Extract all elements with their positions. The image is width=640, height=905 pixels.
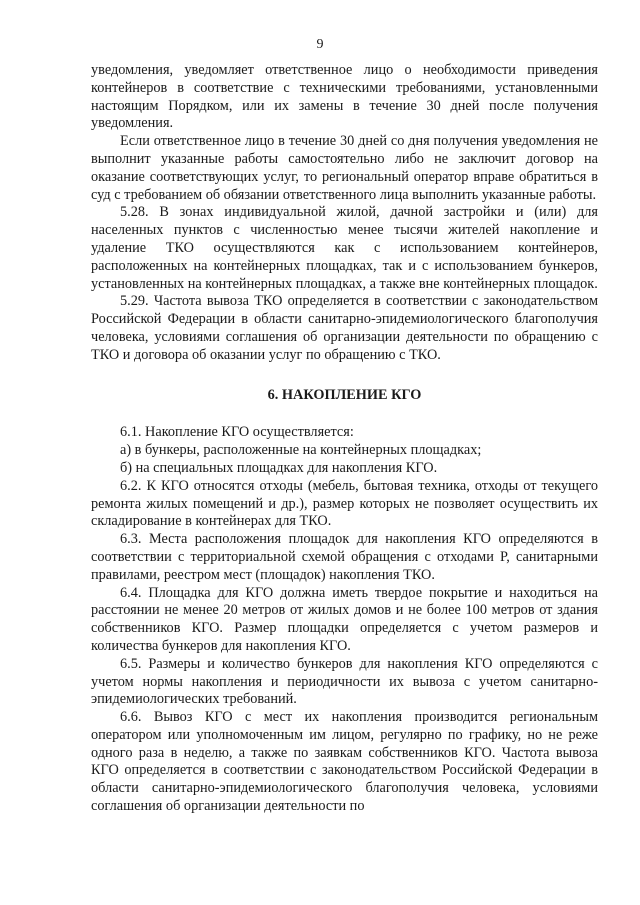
page-number: 9 [316,37,324,52]
paragraph-5-29: 5.29. Частота вывоза ТКО определяется в соответствии с законодательством Российской Федерации в области санитарно-эпидемиологического благополучия человека, условиями соглашения об организации деятельности по обращению с ТКО и договора об оказании услуг по обращению с ТКО. [91,293,598,363]
paragraph-continuation: уведомления, уведомляет ответственное лицо о необходимости приведения контейнеров в соответствие с техническими требованиями, установленными настоящим Порядком, или их замены в течение 30 дней после получения уведомления. [91,62,598,132]
list-item-b: б) на специальных площадках для накопления КГО. [120,459,438,476]
paragraph-6-3: 6.3. Места расположения площадок для накопления КГО определяются в соответствии с территориальной схемой обращения с отходами Р, санитарными правилами, реестром мест (площадок) накопления ТКО. [91,531,598,583]
list-item-a: а) в бункеры, расположенные на контейнерных площадках; [120,442,482,459]
paragraph-6-4: 6.4. Площадка для КГО должна иметь твердое покрытие и находиться на расстоянии не менее 20 метров от жилых домов и не более 100 метров от здания собственников КГО. Размер площадки определяется с учетом размеров и количества бункеров для накопления КГО. [91,584,598,654]
paragraph-5-28: 5.28. В зонах индивидуальной жилой, дачной застройки и (или) для населенных пунктов с численностью менее тысячи жителей накопление и удаление ТКО осуществляются как с использованием контейнеров, расположенных на контейнерных площадках, так и с использованием бункеров, установленных на контейнерных площадках, а также вне контейнерных площадок. [91,204,598,292]
paragraph-6-1: 6.1. Накопление КГО осуществляется: [120,424,354,441]
document-body [91,62,598,816]
paragraph-court-obligation: Если ответственное лицо в течение 30 дней со дня получения уведомления не выполнит указанные работы самостоятельно либо не заключит договор на оказание соответствующих услуг, то региональный оператор вправе обратиться в суд с требованием об обязании ответственного лица выполнить указанные работы. [91,133,598,203]
paragraph-6-5: 6.5. Размеры и количество бункеров для накопления КГО определяются с учетом нормы накопления и периодичности их вывоза с учетом санитарно-эпидемиологических требований. [91,655,598,708]
paragraph-6-2: 6.2. К КГО относятся отходы (мебель, бытовая техника, отходы от текущего ремонта жилых помещений и др.), размер которых не позволяет осуществить их складирование в контейнерах для ТКО. [91,477,598,530]
paragraph-6-6: 6.6. Вывоз КГО с мест их накопления производится региональным оператором или уполномоченным им лицом, регулярно по графику, но не реже одного раза в неделю, а также по заявкам собственников КГО. Частота вывоза КГО определяется в соответствии с законодательством Российской Федерации в области санитарно-эпидемиологического благополучия человека, условиями соглашения об организации деятельности по [91,709,598,815]
section-heading: 6. НАКОПЛЕНИЕ КГО [267,386,422,403]
